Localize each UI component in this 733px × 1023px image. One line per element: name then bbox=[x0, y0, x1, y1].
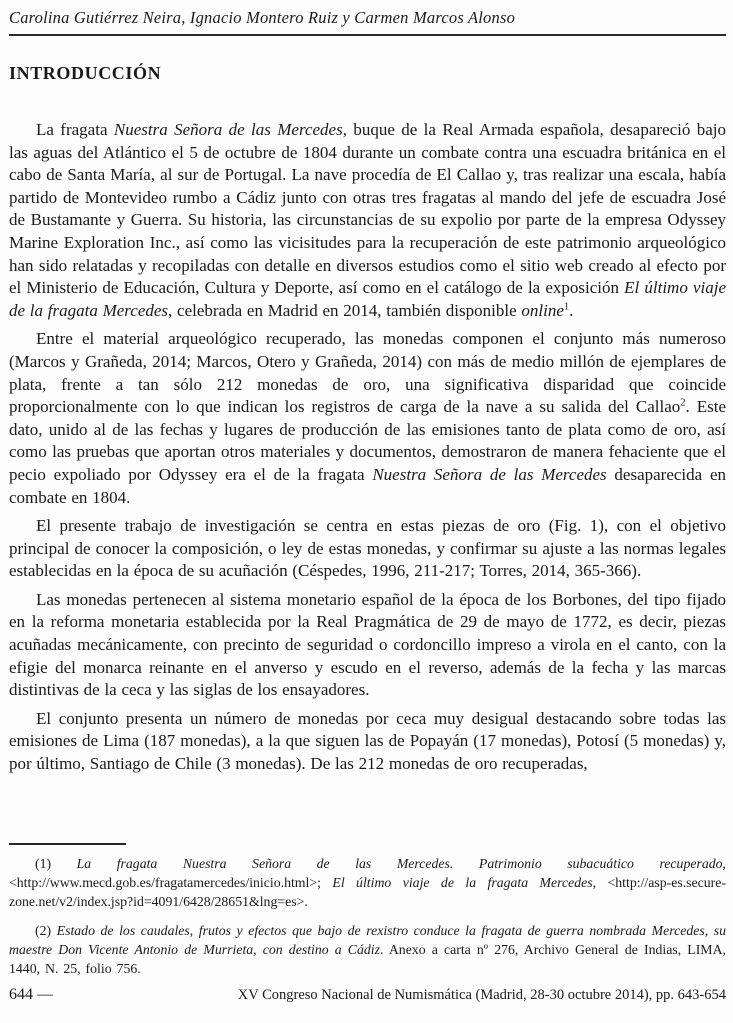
text-run: . bbox=[569, 300, 574, 320]
text-run: , celebrada en Madrid en 2014, también disponible bbox=[168, 300, 522, 320]
text-run: , buque de la Real Armada española, desapareció bajo las aguas del Atlántico el 5 de octubre de 1804 durante un combate contra una escuadra británica en el cabo de Santa María, al sur de Portugal. La nave procedía de El Callao y, tras realizar una escala, había partido de Montevideo rumbo a Cádiz junto con otras tres fragatas al mando del jefe de escuadra José de Bustamante y Guerra. Su historia, las circunstancias de su expolio por parte de la empresa Odyssey Marine Exploration Inc., así como las vicisitudes para la recuperación de este patrimonio arqueológico han sido relatadas y recopiladas con detalle en diversos estudios como el sitio web creado al efecto por el Ministerio de Educación, Cultura y Deporte, así como en el catálogo de la exposición bbox=[9, 120, 726, 298]
text-run: La fragata bbox=[36, 120, 114, 139]
footer-citation: XV Congreso Nacional de Numismática (Madrid, 28-30 octubre 2014), pp. 643-654 bbox=[237, 987, 726, 1003]
paragraph-5 bbox=[9, 708, 726, 776]
text-run: , <http://asp-es.secure-zone.net/v2/index.jsp?id=4091/6428/28651&lng=es>. bbox=[9, 875, 726, 909]
text-run: Nuestra Señora de las Mercedes bbox=[113, 120, 343, 139]
page-footer bbox=[9, 986, 726, 1004]
text-run: . Este dato, unido al de las fechas y lugares de producción de las emisiones tanto de plata como de oro, así como las pruebas que aportan otros materiales y documentos, demostraron de manera fehaciente que el pecio expoliado por Odyssey era el de la fragata bbox=[9, 397, 727, 484]
footnote-1 bbox=[9, 854, 726, 911]
text-run: Entre el material arqueológico recuperado, las monedas componen el conjunto más numeroso (Marcos y Grañeda, 2014; Marcos, Otero y Grañeda, 2014) con más de medio millón de ejemplares de plata, frente a tan sólo 212 monedas de oro, una significativa disparidad que coincide proporcionalmente con lo que indican los registros de carga de la nave a su salida del Callao bbox=[9, 329, 726, 417]
text-run: , <http://www.mecd.gob.es/fragatamercedes/inicio.html>; bbox=[9, 856, 726, 890]
paragraph-1 bbox=[9, 119, 726, 322]
text-run: El presente trabajo de investigación se centra en estas piezas de oro (Fig. 1), con el objetivo principal de conocer la composición, o ley de estas monedas, y confirmar su ajuste a las normas legales establecidas en la época de su acuñación (Céspedes, 1996, 211-217; Torres, 2014, 365-366). bbox=[9, 516, 726, 581]
footnote-separator bbox=[9, 843, 126, 845]
footnote-2 bbox=[9, 921, 726, 978]
footnote-area bbox=[9, 843, 726, 988]
page-number: 644 — bbox=[9, 986, 53, 1003]
section-title: INTRODUCCIÓN bbox=[9, 63, 162, 83]
text-run: desaparecida en combate en 1804. bbox=[9, 464, 726, 507]
footnote-marker: 2 bbox=[680, 397, 686, 409]
text-run: (1) bbox=[35, 856, 77, 871]
text-run: Nuestra Señora de las Mercedes bbox=[372, 464, 607, 484]
text-run: El último viaje de la fragata Mercedes bbox=[9, 278, 726, 320]
text-run: Las monedas pertenecen al sistema monetario español de la época de los Borbones, del tipo fijado en la reforma monetaria establecida por la Real Pragmática de 29 de mayo de 1772, es decir, piezas acuñadas mecánicamente, con precinto de seguridad o cordoncillo impreso a virola en el canto, con la efigie del monarca reinante en el anverso y escudo en el reverso, además de la fecha y las marcas distintivas de la ceca y las siglas de los ensayadores. bbox=[9, 589, 726, 700]
text-run: El conjunto presenta un número de monedas por ceca muy desigual destacando sobre todas las emisiones de Lima (187 monedas), a la que siguen las de Popayán (17 monedas), Potosí (5 monedas) y, por último, Santiago de Chile (3 monedas). De las 212 monedas de oro recuperadas, bbox=[9, 708, 726, 774]
text-run: Estado de los caudales, frutos y efectos que bajo de rexistro conduce la fragata de guerra nombrada Mercedes, su maestre Don Vicente Antonio de Murrieta, con destino a Cádiz bbox=[9, 923, 726, 957]
body-text bbox=[9, 119, 726, 776]
text-run: El último viaje de la fragata Mercedes bbox=[332, 875, 593, 890]
text-run: . Anexo a carta nº 276, Archivo General de Indias, LIMA, 1440, N. 25, folio 756. bbox=[9, 942, 726, 976]
running-header-authors: Carolina Gutiérrez Neira, Ignacio Montero Ruiz y Carmen Marcos Alonso bbox=[9, 8, 726, 36]
paragraph-2 bbox=[9, 328, 726, 509]
text-run: online bbox=[521, 300, 564, 320]
paragraph-4 bbox=[9, 589, 726, 702]
text-run: (2) bbox=[35, 923, 57, 938]
footnote-marker: 1 bbox=[563, 301, 570, 313]
text-run: La fragata Nuestra Señora de las Mercedes. Patrimonio subacuático recuperado bbox=[76, 856, 723, 871]
paragraph-3 bbox=[9, 515, 726, 583]
